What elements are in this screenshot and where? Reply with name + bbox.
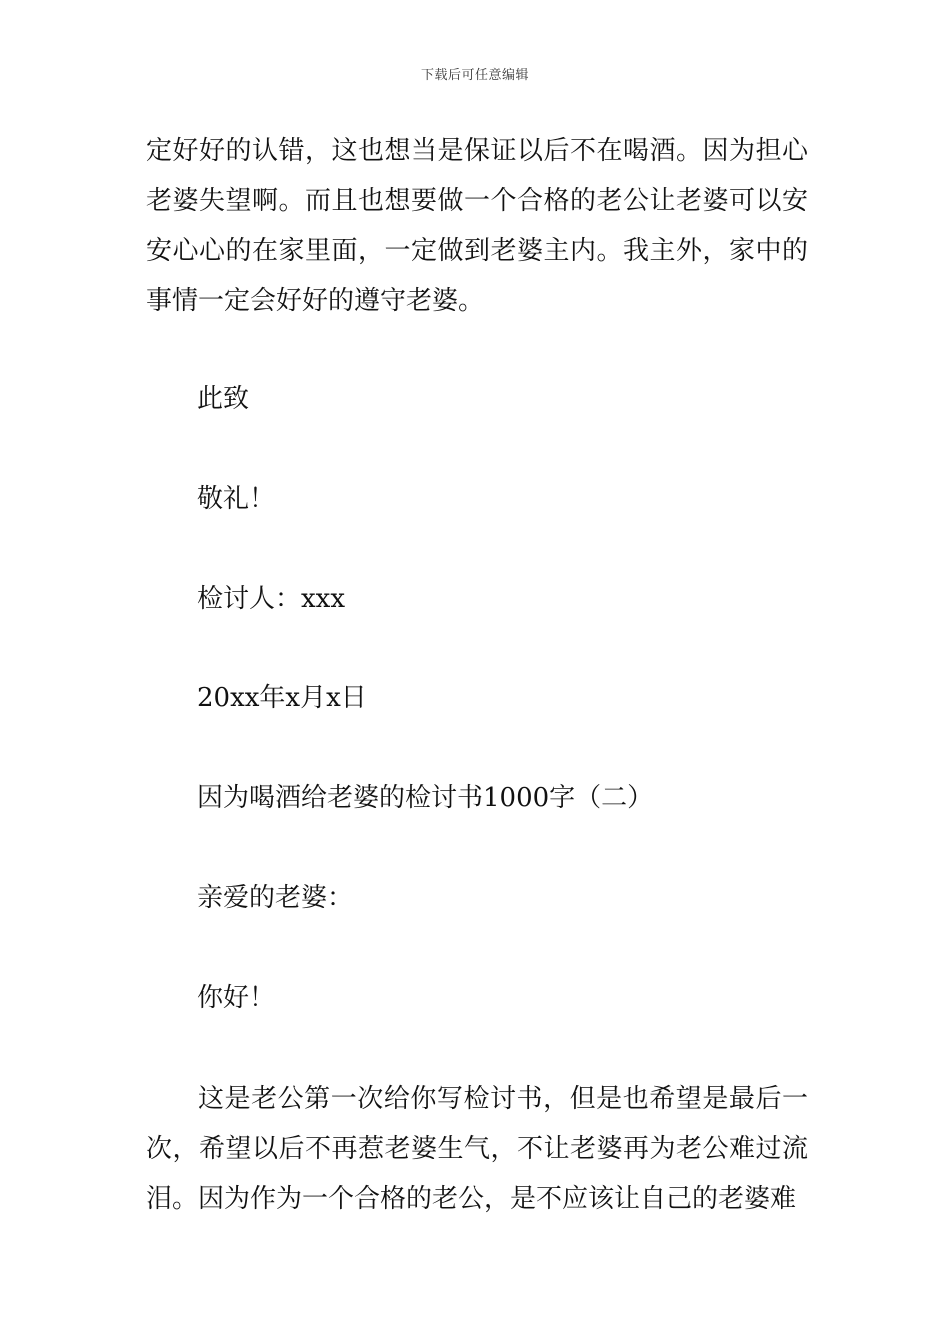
letter1-author: 检讨人：xxx <box>197 584 345 614</box>
letter1-salutation-cizhi: 此致 <box>197 384 250 414</box>
page-header-note: 下载后可任意编辑 <box>420 68 529 83</box>
letter2-greeting: 亲爱的老婆： <box>197 883 354 913</box>
letter2-first-paragraph: 这是老公第一次给你写检讨书，但是也希望是最后一次，希望以后不再惹老婆生气，不让老婆再为老公难过流泪。因为作为一个合格的老公，是不应该让自己的老婆难 <box>146 1084 808 1214</box>
letter1-closing-paragraph: 定好好的认错，这也想当是保证以后不在喝酒。因为担心老婆失望啊。而且也想要做一个合格的老公让老婆可以安安心心的在家里面，一定做到老婆主内。我主外，家中的事情一定会好好的遵守老婆。 <box>146 136 808 316</box>
letter2-hello: 你好！ <box>197 983 276 1013</box>
letter1-salutation-jingli: 敬礼！ <box>197 484 276 514</box>
letter1-date: 20xx年x月x日 <box>197 683 367 713</box>
letter2-title: 因为喝酒给老婆的检讨书1000字（二） <box>197 783 654 813</box>
